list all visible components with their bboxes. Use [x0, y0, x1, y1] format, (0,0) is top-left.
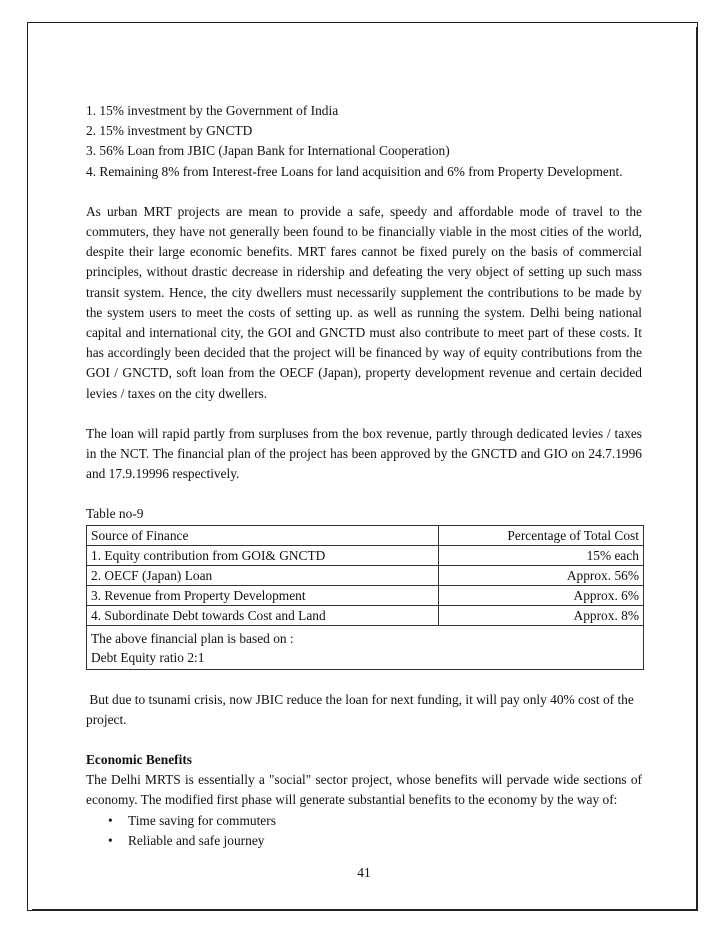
finance-table [86, 525, 644, 670]
table-note-line-2: Debt Equity ratio 2:1 [91, 649, 205, 665]
row-source: 2. OECF (Japan) Loan [87, 565, 439, 585]
table-row [87, 545, 644, 565]
paragraph-tsunami: But due to tsunami crisis, now JBIC reduce the loan for next funding, it will pay only 40% cost of the project. [86, 691, 638, 727]
row-percentage: 15% each [439, 545, 644, 565]
benefit-text: Time saving for commuters [128, 812, 276, 828]
funding-item-1: 1. 15% investment by the Government of India [86, 103, 339, 118]
bullet-icon: • [108, 812, 113, 828]
table-caption: Table no-9 [86, 506, 144, 522]
page-number: 41 [357, 865, 371, 880]
paragraph-loan: The loan will rapid partly from surpluses from the box revenue, partly through dedicated levies / taxes in the NCT. The financial plan of the project has been approved by the GNCTD and GIO on 24.7.1996 and 17.9.19996 respectively. [86, 425, 642, 482]
benefits-list [86, 811, 642, 851]
funding-item-2: 2. 15% investment by GNCTD [86, 123, 253, 139]
table-row [87, 565, 644, 585]
header-percentage: Percentage of Total Cost [439, 525, 644, 545]
row-source: 3. Revenue from Property Development [87, 585, 439, 605]
row-percentage: Approx. 56% [439, 565, 644, 585]
economic-benefits-heading: Economic Benefits [86, 752, 192, 768]
funding-list [86, 101, 642, 182]
row-percentage: Approx. 8% [439, 605, 644, 625]
benefit-text: Reliable and safe journey [128, 832, 265, 848]
row-source: 4. Subordinate Debt towards Cost and Land [87, 605, 439, 625]
page-content [86, 101, 642, 851]
table-note-row [87, 625, 644, 669]
list-item [108, 811, 642, 831]
row-source: 1. Equity contribution from GOI& GNCTD [87, 545, 439, 565]
paragraph-mrt: As urban MRT projects are mean to provide a safe, speedy and affordable mode of travel to the commuters, they have not generally been found to be financially viable in the most cities of the world, despite their large economic benefits. MRT fares cannot be fixed purely on the basis of commercial principles, without drastic decrease in ridership and defeating the very object of setting up such mass transit system. Hence, the city dwellers must necessarily supplement the contributions to be made by the system users to meet the costs of setting up. as well as running the system. Delhi being national capital and international city, the GOI and GNCTD must also contribute to meet part of these costs. It has accordingly been decided that the project will be financed by way of equity contributions from the GOI / GNCTD, soft loan from the OECF (Japan), property development revenue and certain decided levies / taxes on the city dwellers. [86, 203, 642, 401]
table-row [87, 605, 644, 625]
economic-benefits-text: The Delhi MRTS is essentially a "social" sector project, whose benefits will pervade wide sections of economy. The modified first phase will generate substantial benefits to the economy by the way of: [86, 772, 642, 808]
funding-item-3: 3. 56% Loan from JBIC (Japan Bank for International Cooperation) [86, 143, 450, 159]
list-item [108, 831, 642, 851]
table-note-line-1: The above financial plan is based on : [91, 630, 294, 646]
funding-item-4: 4. Remaining 8% from Interest-free Loans for land acquisition and 6% from Property Development. [86, 163, 623, 179]
header-source: Source of Finance [87, 525, 439, 545]
bullet-icon: • [108, 832, 113, 848]
table-row [87, 585, 644, 605]
row-percentage: Approx. 6% [439, 585, 644, 605]
table-header-row [87, 525, 644, 545]
table-note [87, 625, 644, 669]
